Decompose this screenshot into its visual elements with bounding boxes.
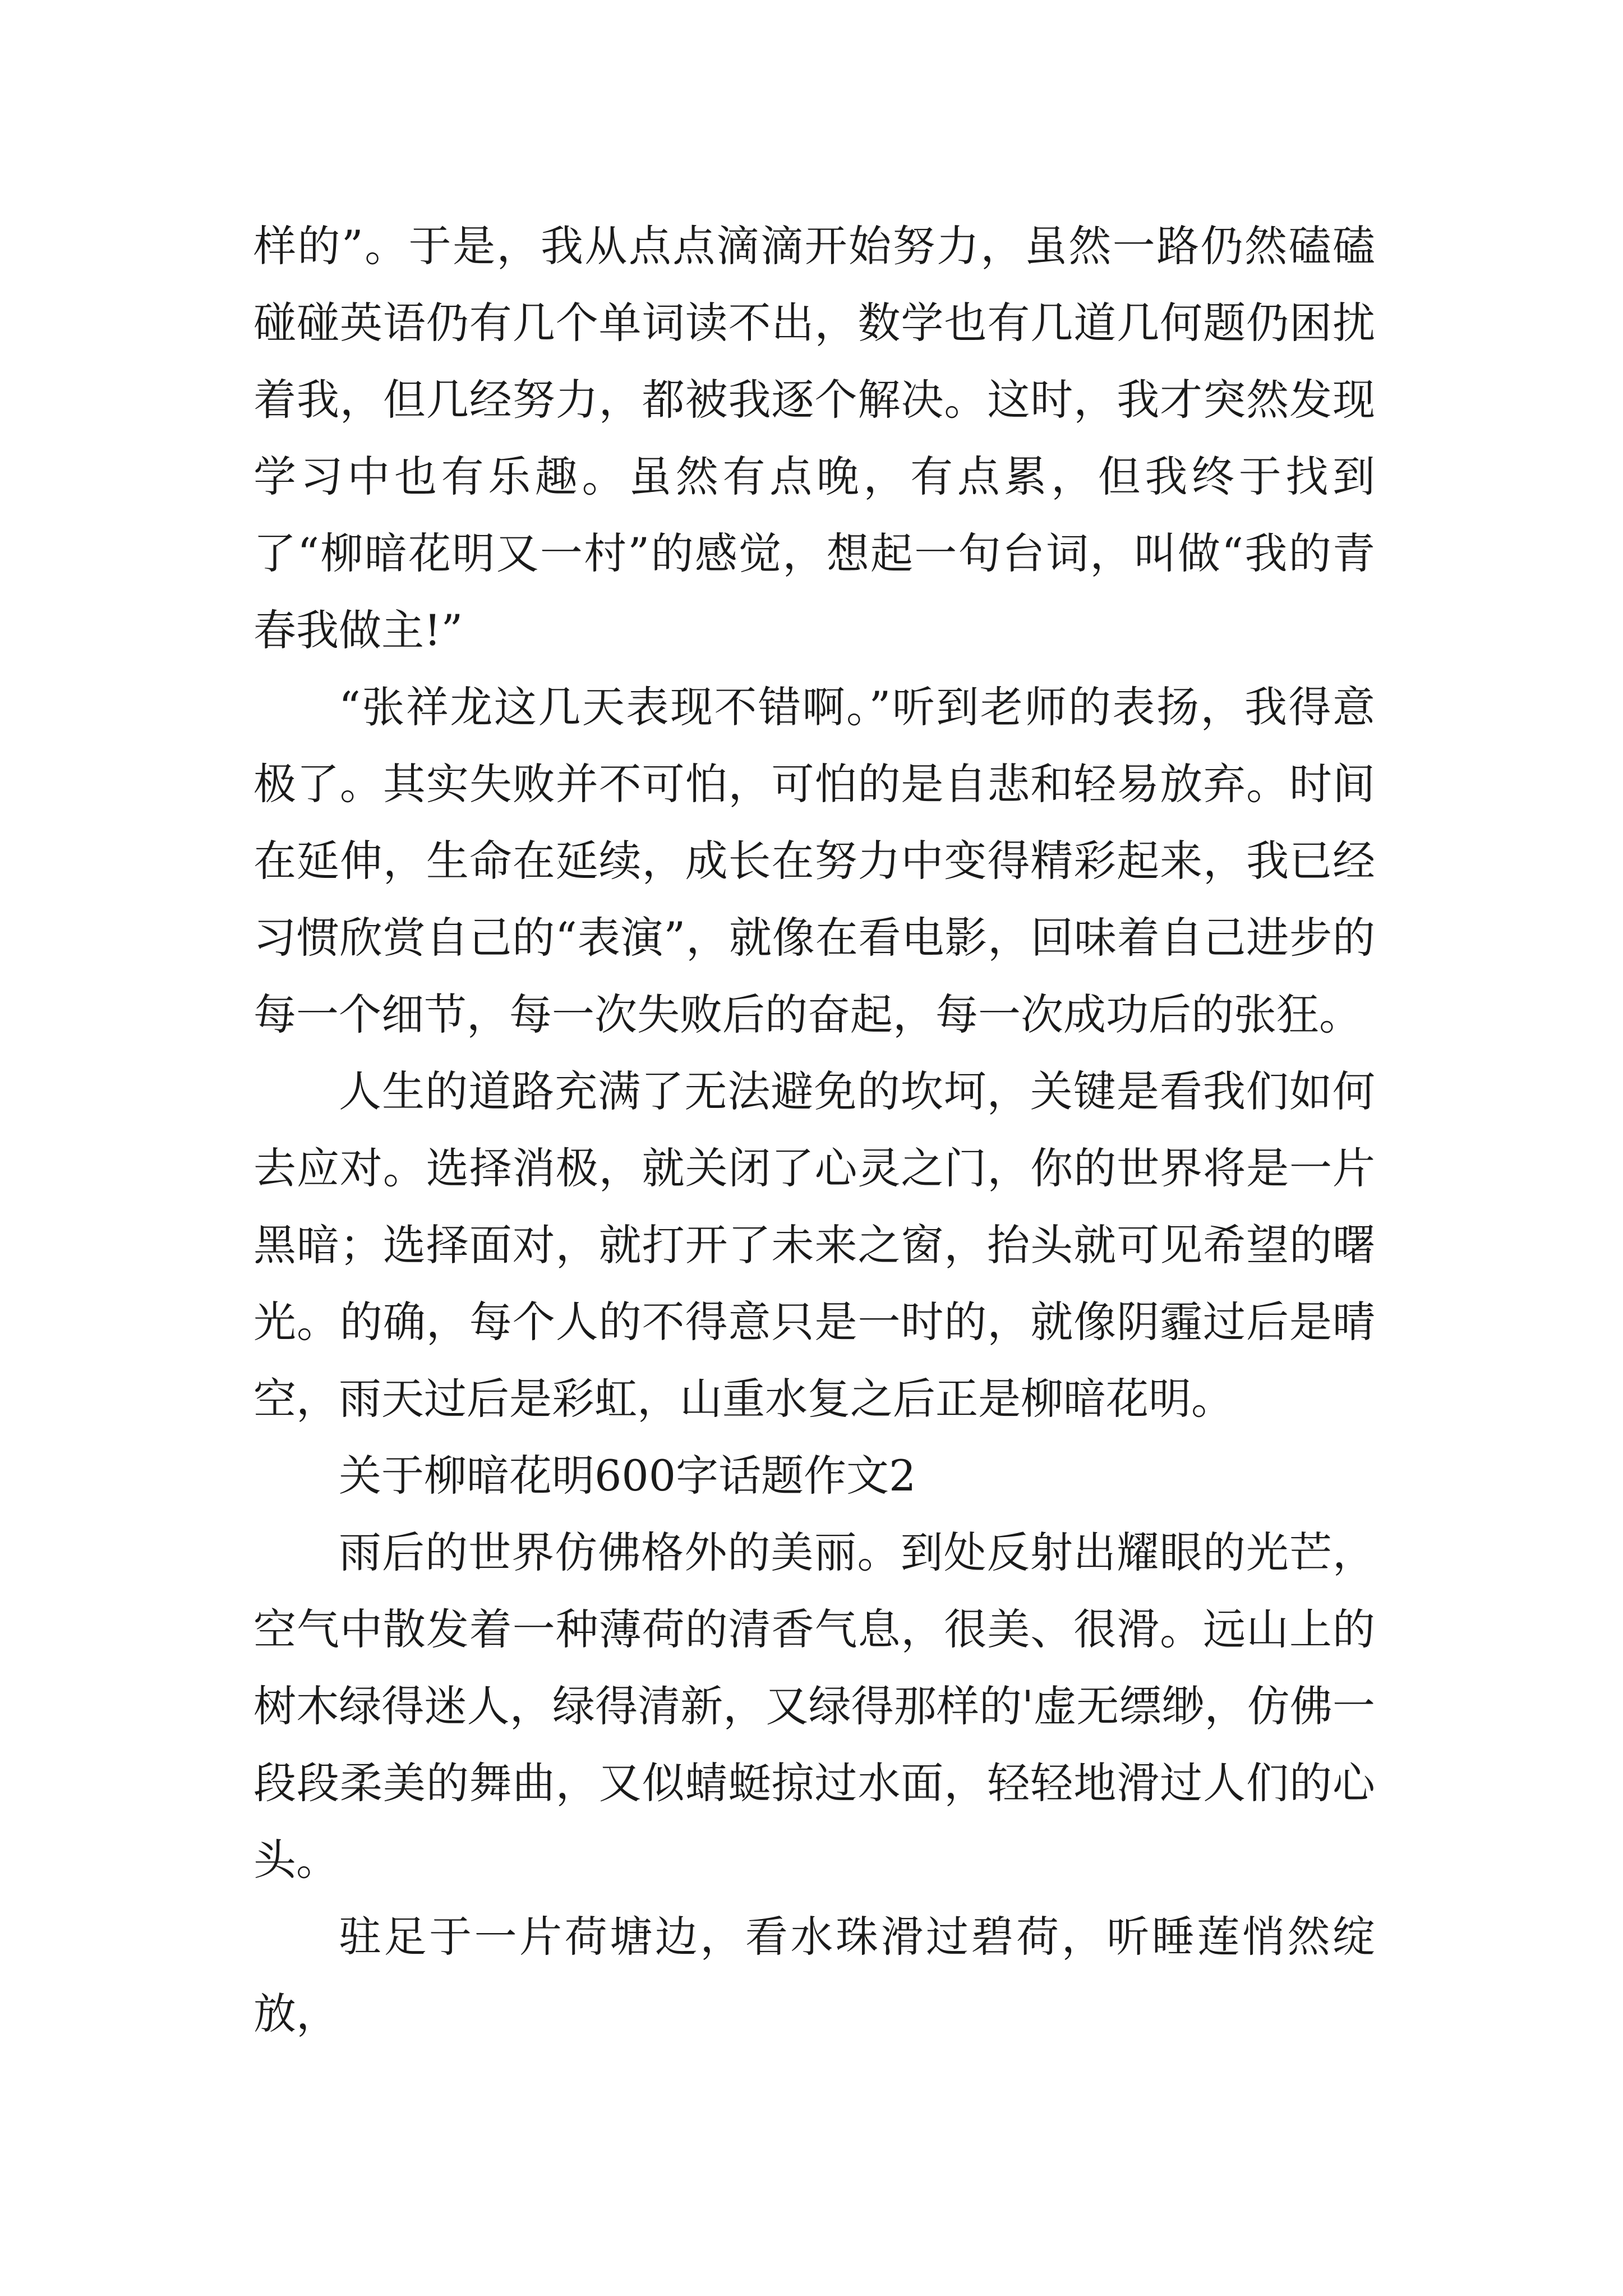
- document-body: [253, 208, 1375, 2052]
- paragraph-1: 样的”。于是，我从点点滴滴开始努力，虽然一路仍然磕磕碰碰英语仍有几个单词读不出，数学也有几道几何题仍困扰着我，但几经努力，都被我逐个解决。这时，我才突然发现学习中也有乐趣。虽然有点晚，有点累，但我终于找到了“柳暗花明又一村”的感觉，想起一句台词，叫做“我的青春我做主!”: [253, 221, 1375, 655]
- paragraph-2: “张祥龙这几天表现不错啊。”听到老师的表扬，我得意极了。其实失败并不可怕，可怕的是自悲和轻易放弃。时间在延伸，生命在延续，成长在努力中变得精彩起来，我已经习惯欣赏自己的“表演”，就像在看电影，回味着自己进步的每一个细节，每一次失败后的奋起，每一次成功后的张狂。: [253, 682, 1375, 1039]
- paragraph-3: 人生的道路充满了无法避免的坎坷，关键是看我们如何去应对。选择消极，就关闭了心灵之门，你的世界将是一片黑暗；选择面对，就打开了未来之窗，抬头就可见希望的曙光。的确，每个人的不得意只是一时的，就像阴霾过后是晴空，雨天过后是彩虹，山重水复之后正是柳暗花明。: [253, 1066, 1375, 1424]
- paragraph-5: 驻足于一片荷塘边，看水珠滑过碧荷，听睡莲悄然绽放，: [253, 1912, 1375, 2039]
- paragraph-4: 雨后的世界仿佛格外的美丽。到处反射出耀眼的光芒，空气中散发着一种薄荷的清香气息，很美、很滑。远山上的树木绿得迷人，绿得清新，又绿得那样的'虚无缥缈，仿佛一段段柔美的舞曲，又似蜻蜓掠过水面，轻轻地滑过人们的心头。: [253, 1527, 1375, 1885]
- section-heading: 关于柳暗花明600字话题作文2: [339, 1451, 916, 1501]
